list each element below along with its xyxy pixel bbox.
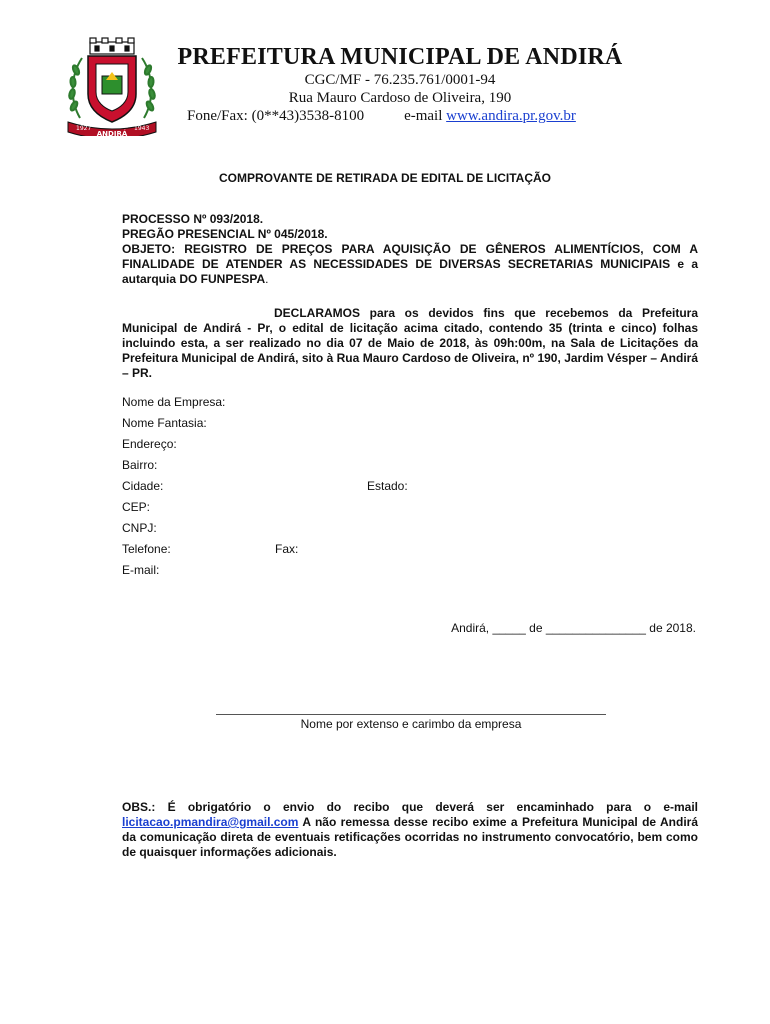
field-empresa: Nome da Empresa:	[122, 395, 226, 409]
processo-number: PROCESSO Nº 093/2018.	[122, 212, 264, 226]
declaration-text: DECLARAMOS para os devidos fins que recebemos da Prefeitura Municipal de Andirá - Pr, o edital de licitação acima citado, contendo 35 (trinta e cinco) folhas incluindo esta, a ser realizado no dia 07 de Maio de 2018, às 09h:00m, na Sala de Licitações da Prefeitura Municipal de Andirá, sito à Rua Mauro Cardoso de Oliveira, nº 190, Jardim Vésper – Andirá – PR.	[122, 306, 698, 380]
field-cidade: Cidade:	[122, 479, 164, 493]
header-phone: Fone/Fax: (0**43)3538-8100	[187, 108, 365, 124]
seal-ribbon-text: ANDIRÁ	[96, 130, 128, 136]
header-contact	[187, 108, 576, 125]
field-estado: Estado:	[367, 479, 408, 493]
declaration-paragraph	[122, 306, 698, 381]
header-title: PREFEITURA MUNICIPAL DE ANDIRÁ	[177, 44, 623, 70]
header-website-link[interactable]: www.andira.pr.gov.br	[446, 108, 576, 124]
obs-email-link[interactable]: licitacao.pmandira@gmail.com	[122, 815, 299, 829]
objeto-bold: OBJETO: REGISTRO DE PREÇOS PARA AQUISIÇÃO DE GÊNEROS ALIMENTÍCIOS, COM A FINALIDADE DE ATENDER AS NECESSIDADES DE DIVERSAS SECRETARIAS MUNICIPAIS e a autarquia DO FUNPESPA	[122, 242, 698, 286]
field-email: E-mail:	[122, 563, 160, 577]
objeto-end: .	[265, 272, 269, 286]
field-cnpj: CNPJ:	[122, 521, 157, 535]
date-line: Andirá, _____ de _______________ de 2018.	[451, 621, 696, 635]
seal-year-right: 1943	[134, 125, 150, 132]
field-fantasia: Nome Fantasia:	[122, 416, 207, 430]
header-email-label: e-mail	[404, 108, 443, 124]
obs-paragraph	[122, 800, 698, 860]
obs-intro: OBS.: É obrigatório o envio do recibo que deverá ser encaminhado para o e-mail	[122, 800, 698, 814]
signature-label: Nome por extenso e carimbo da empresa	[300, 717, 522, 731]
field-telefone: Telefone:	[122, 542, 171, 556]
header-cgc: CGC/MF - 76.235.761/0001-94	[304, 72, 496, 88]
header-address: Rua Mauro Cardoso de Oliveira, 190	[288, 90, 512, 106]
pregao-number: PREGÃO PRESENCIAL Nº 045/2018.	[122, 227, 328, 241]
document-title: COMPROVANTE DE RETIRADA DE EDITAL DE LICITAÇÃO	[218, 171, 551, 185]
field-fax: Fax:	[275, 542, 299, 556]
field-cep: CEP:	[122, 500, 151, 514]
obs-rest: A não remessa desse recibo exime a Prefeitura Municipal de Andirá da comunicação direta de eventuais retificações ocorridas no instrumento convocatório, bem como de quaisquer informações adicionais.	[122, 815, 699, 859]
field-endereco: Endereço:	[122, 437, 177, 451]
field-bairro: Bairro:	[122, 458, 158, 472]
objeto-text	[122, 242, 698, 287]
signature-line	[216, 714, 606, 715]
process-block	[122, 212, 698, 287]
seal-year-left: 1927	[76, 125, 92, 132]
municipal-seal-logo	[62, 36, 162, 136]
